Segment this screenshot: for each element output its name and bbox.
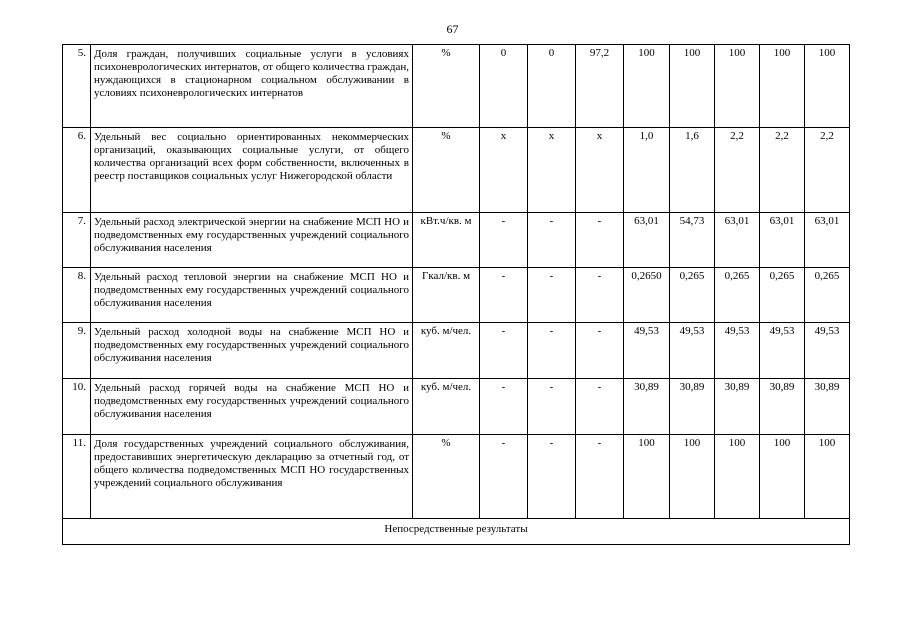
indicator-description: Удельный расход электрической энергии на снабжение МСП НО и подведомственных ему государственных учреждений социального обслуживания населения	[91, 213, 413, 268]
value-cell: 2,2	[715, 128, 760, 213]
value-cell: 0,265	[760, 268, 805, 323]
value-cell: -	[480, 213, 528, 268]
row-number: 7.	[63, 213, 91, 268]
value-cell: 100	[760, 45, 805, 128]
unit-cell: %	[413, 435, 480, 519]
section-row	[63, 519, 850, 545]
value-cell: -	[528, 268, 576, 323]
row-number: 5.	[63, 45, 91, 128]
value-cell: 30,89	[670, 379, 715, 435]
value-cell: 100	[760, 435, 805, 519]
value-cell: 30,89	[760, 379, 805, 435]
unit-cell: %	[413, 128, 480, 213]
unit-cell: Гкал/кв. м	[413, 268, 480, 323]
value-cell: x	[576, 128, 624, 213]
value-cell: 49,53	[715, 323, 760, 379]
unit-cell: %	[413, 45, 480, 128]
value-cell: 0,265	[805, 268, 850, 323]
value-cell: 100	[715, 435, 760, 519]
indicators-table	[62, 44, 850, 545]
value-cell: -	[576, 435, 624, 519]
value-cell: 49,53	[670, 323, 715, 379]
value-cell: 100	[715, 45, 760, 128]
table-row	[63, 213, 850, 268]
value-cell: -	[528, 323, 576, 379]
value-cell: 0,2650	[624, 268, 670, 323]
unit-cell: куб. м/чел.	[413, 323, 480, 379]
value-cell: 2,2	[760, 128, 805, 213]
value-cell: 63,01	[624, 213, 670, 268]
table-row	[63, 379, 850, 435]
value-cell: -	[480, 268, 528, 323]
table-row	[63, 323, 850, 379]
value-cell: 100	[805, 45, 850, 128]
row-number: 10.	[63, 379, 91, 435]
value-cell: 100	[624, 45, 670, 128]
table-row	[63, 435, 850, 519]
value-cell: 100	[670, 435, 715, 519]
value-cell: 63,01	[715, 213, 760, 268]
indicator-description: Доля государственных учреждений социального обслуживания, предоставивших энергетическую декларацию за отчетный год, от общего количества подведомственных МСП НО государственных учреждений социального обслуживания	[91, 435, 413, 519]
value-cell: 2,2	[805, 128, 850, 213]
table-row	[63, 45, 850, 128]
value-cell: 54,73	[670, 213, 715, 268]
value-cell: 100	[805, 435, 850, 519]
indicator-description: Удельный расход горячей воды на снабжение МСП НО и подведомственных ему государственных учреждений социального обслуживания населения	[91, 379, 413, 435]
unit-cell: куб. м/чел.	[413, 379, 480, 435]
value-cell: -	[480, 435, 528, 519]
value-cell: -	[528, 435, 576, 519]
value-cell: 100	[670, 45, 715, 128]
value-cell: 1,0	[624, 128, 670, 213]
value-cell: -	[576, 323, 624, 379]
section-heading: Непосредственные результаты	[63, 519, 850, 545]
row-number: 6.	[63, 128, 91, 213]
value-cell: -	[576, 379, 624, 435]
indicator-description: Удельный расход тепловой энергии на снабжение МСП НО и подведомственных ему государственных учреждений социального обслуживания населения	[91, 268, 413, 323]
value-cell: 0,265	[715, 268, 760, 323]
value-cell: 63,01	[805, 213, 850, 268]
value-cell: 49,53	[805, 323, 850, 379]
indicator-description: Удельный вес социально ориентированных некоммерческих организаций, оказывающих социальные услуги, от общего количества организаций всех форм собственности, включенных в реестр поставщиков социальных услуг Нижегородской области	[91, 128, 413, 213]
row-number: 9.	[63, 323, 91, 379]
row-number: 8.	[63, 268, 91, 323]
value-cell: 49,53	[760, 323, 805, 379]
indicator-description: Удельный расход холодной воды на снабжение МСП НО и подведомственных ему государственных учреждений социального обслуживания населения	[91, 323, 413, 379]
value-cell: 97,2	[576, 45, 624, 128]
table-row	[63, 268, 850, 323]
value-cell: x	[528, 128, 576, 213]
value-cell: 63,01	[760, 213, 805, 268]
value-cell: x	[480, 128, 528, 213]
value-cell: 1,6	[670, 128, 715, 213]
value-cell: 49,53	[624, 323, 670, 379]
value-cell: 100	[624, 435, 670, 519]
value-cell: 0	[528, 45, 576, 128]
value-cell: 30,89	[624, 379, 670, 435]
unit-cell: кВт.ч/кв. м	[413, 213, 480, 268]
indicator-description: Доля граждан, получивших социальные услуги в условиях психоневрологических интернатов, от общего количества граждан, нуждающихся в стационарном социальном обслуживании в условиях психоневрологических интернатов	[91, 45, 413, 128]
table-row	[63, 128, 850, 213]
value-cell: 30,89	[715, 379, 760, 435]
page-number: 67	[446, 22, 459, 36]
value-cell: 0	[480, 45, 528, 128]
value-cell: -	[480, 323, 528, 379]
row-number: 11.	[63, 435, 91, 519]
value-cell: -	[480, 379, 528, 435]
value-cell: -	[528, 213, 576, 268]
value-cell: -	[528, 379, 576, 435]
value-cell: 30,89	[805, 379, 850, 435]
value-cell: -	[576, 268, 624, 323]
value-cell: -	[576, 213, 624, 268]
value-cell: 0,265	[670, 268, 715, 323]
